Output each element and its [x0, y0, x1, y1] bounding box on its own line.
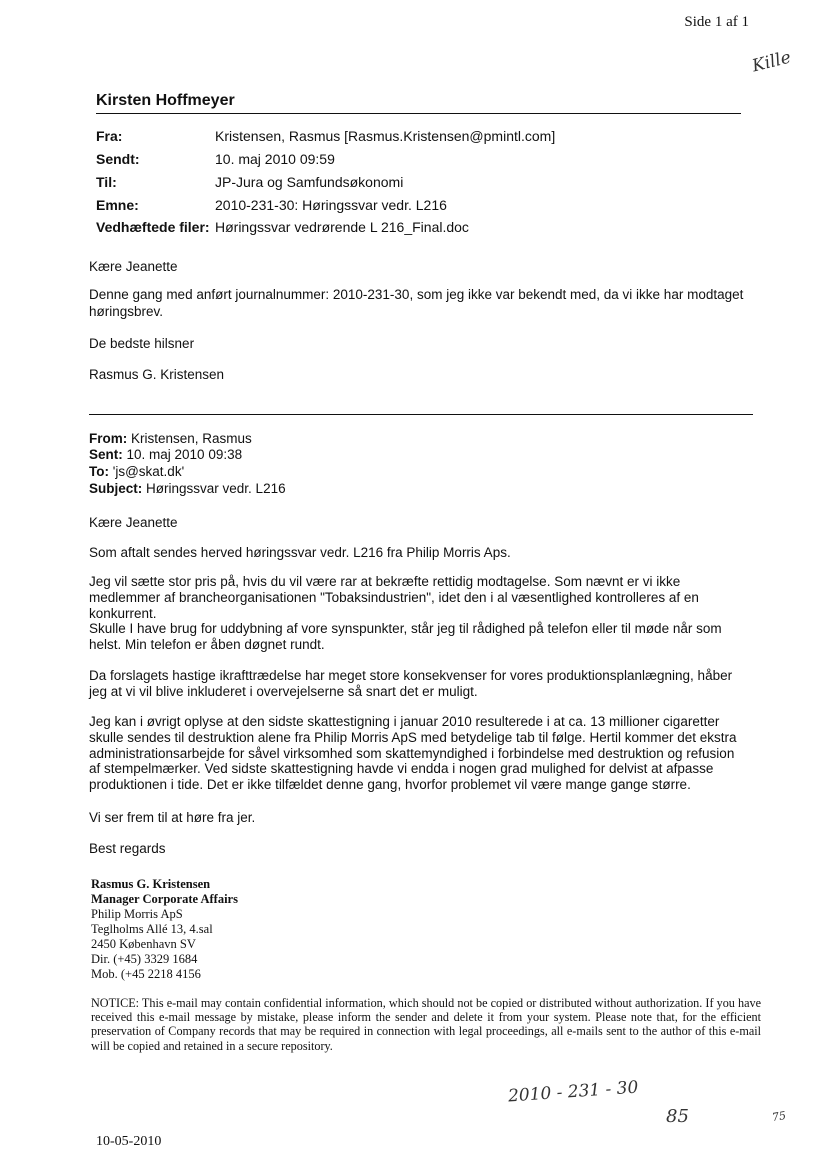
fwd-subject-row: [89, 481, 769, 497]
fwd-to-row: [89, 464, 769, 480]
sent-label: Sendt:: [96, 151, 140, 167]
attachments-value: Høringssvar vedrørende L 216_Final.doc: [215, 219, 469, 235]
fwd-from-value: Kristensen, Rasmus: [131, 431, 252, 446]
fwd-to-label: To:: [89, 464, 109, 479]
body2-para-4-line-3: administrationsarbejde for såvel virksomhed som skattemyndighed i forbindelse med destruktion og refusion: [89, 746, 735, 761]
fwd-sent-row: [89, 447, 769, 463]
header-divider: [96, 113, 741, 114]
handwritten-annotation-top: Kille: [750, 47, 793, 77]
fwd-subject-value: Høringssvar vedr. L216: [146, 481, 286, 496]
body2-para-2-line-5: helst. Min telefon er åben døgnet rundt.: [89, 637, 325, 652]
subject-value: 2010-231-30: Høringssvar vedr. L216: [215, 197, 447, 213]
body2-para-2-line-3: konkurrent.: [89, 606, 157, 621]
subject-label: Emne:: [96, 197, 139, 213]
closing-2: Best regards: [89, 841, 166, 856]
sent-value: 10. maj 2010 09:59: [215, 151, 335, 167]
fwd-sent-value: 10. maj 2010 09:38: [126, 447, 243, 462]
footer-date: 10-05-2010: [96, 1134, 162, 1149]
body2-para-4-line-2: skulle sendes til destruktion alene fra Philip Morris ApS med betydelige tab til følge. Hertil kommer det ekstra: [89, 730, 737, 745]
sender-name-1: Rasmus G. Kristensen: [89, 367, 225, 382]
fwd-sent-label: Sent:: [89, 447, 123, 462]
handwritten-corner-mark: 75: [770, 1108, 788, 1125]
signature-company: Philip Morris ApS: [91, 907, 183, 921]
body2-para-4-line-5: produktionen i tide. Det er ikke tilfældet denne gang, hvorfor problemet vil være mange gange større.: [89, 777, 691, 792]
body2-para-5: Vi ser frem til at høre fra jer.: [89, 810, 256, 825]
fwd-subject-label: Subject:: [89, 481, 143, 496]
body1-line-2: høringsbrev.: [89, 304, 164, 319]
body2-para-2-line-1: Jeg vil sætte stor pris på, hvis du vil være rar at bekræfte rettidig modtagelse. Som nævnt er vi ikke: [89, 574, 681, 589]
page-number: Side 1 af 1: [684, 14, 749, 30]
fwd-from-row: [89, 431, 769, 447]
to-label: Til:: [96, 174, 117, 190]
greeting-2: Kære Jeanette: [89, 515, 178, 530]
confidentiality-notice: NOTICE: This e-mail may contain confidential information, which should not be copied or distributed without authorization. If you have received this e-mail message by mistake, please inform the sender and delete it from your system. Please note that, for the efficient preservation of Company records that may be required in connection with legal proceedings, all e-mails sent to the author of this e-mail will be copied and retained in a secure repository.: [91, 996, 761, 1053]
body2-para-1: Som aftalt sendes herved høringssvar vedr. L216 fra Philip Morris Aps.: [89, 545, 511, 560]
from-label: Fra:: [96, 128, 123, 144]
forward-divider: [89, 414, 753, 415]
body2-para-3-line-1: Da forslagets hastige ikrafttrædelse har meget store konsekvenser for vores produktionsplanlægning, håber: [89, 668, 733, 683]
to-value: JP-Jura og Samfundsøkonomi: [215, 174, 404, 190]
closing-1: De bedste hilsner: [89, 336, 195, 351]
signature-mobile-phone: Mob. (+45 2218 4156: [91, 967, 201, 981]
signature-role: Manager Corporate Affairs: [91, 892, 238, 906]
signature-address-2: 2450 København SV: [91, 937, 196, 951]
body2-para-2-line-4: Skulle I have brug for uddybning af vore synspunkter, står jeg til rådighed på telefon eller til møde når som: [89, 621, 722, 636]
handwritten-document-number: 85: [666, 1106, 689, 1127]
handwritten-case-number: 2010 - 231 - 30: [507, 1077, 639, 1107]
fwd-to-value: 'js@skat.dk': [112, 464, 185, 479]
fwd-from-label: From:: [89, 431, 128, 446]
greeting-1: Kære Jeanette: [89, 259, 178, 274]
signature-name: Rasmus G. Kristensen: [91, 877, 211, 891]
body2-para-2-line-2: medlemmer af brancheorganisationen "Tobaksindustrien", idet den i al væsentlighed kontrolleres af en: [89, 590, 699, 605]
body2-para-3-line-2: jeg at vi vil blive inkluderet i overvejelserne så snart det er muligt.: [89, 684, 478, 699]
signature-address-1: Teglholms Allé 13, 4.sal: [91, 922, 213, 936]
from-value: Kristensen, Rasmus [Rasmus.Kristensen@pmintl.com]: [215, 128, 556, 144]
mailbox-owner: Kirsten Hoffmeyer: [96, 92, 235, 109]
body1-line-1: Denne gang med anført journalnummer: 2010-231-30, som jeg ikke var bekendt med, da vi ikke har modtaget: [89, 287, 744, 302]
attachments-label: Vedhæftede filer:: [96, 219, 210, 235]
body2-para-4-line-4: af stempelmærker. Ved sidste skattestigning havde vi endda i nogen grad mulighed for delvist at afpasse: [89, 761, 714, 776]
body2-para-4-line-1: Jeg kan i øvrigt oplyse at den sidste skattestigning i januar 2010 resulterede i at ca. 13 millioner cigaretter: [89, 714, 720, 729]
signature-direct-phone: Dir. (+45) 3329 1684: [91, 952, 198, 966]
